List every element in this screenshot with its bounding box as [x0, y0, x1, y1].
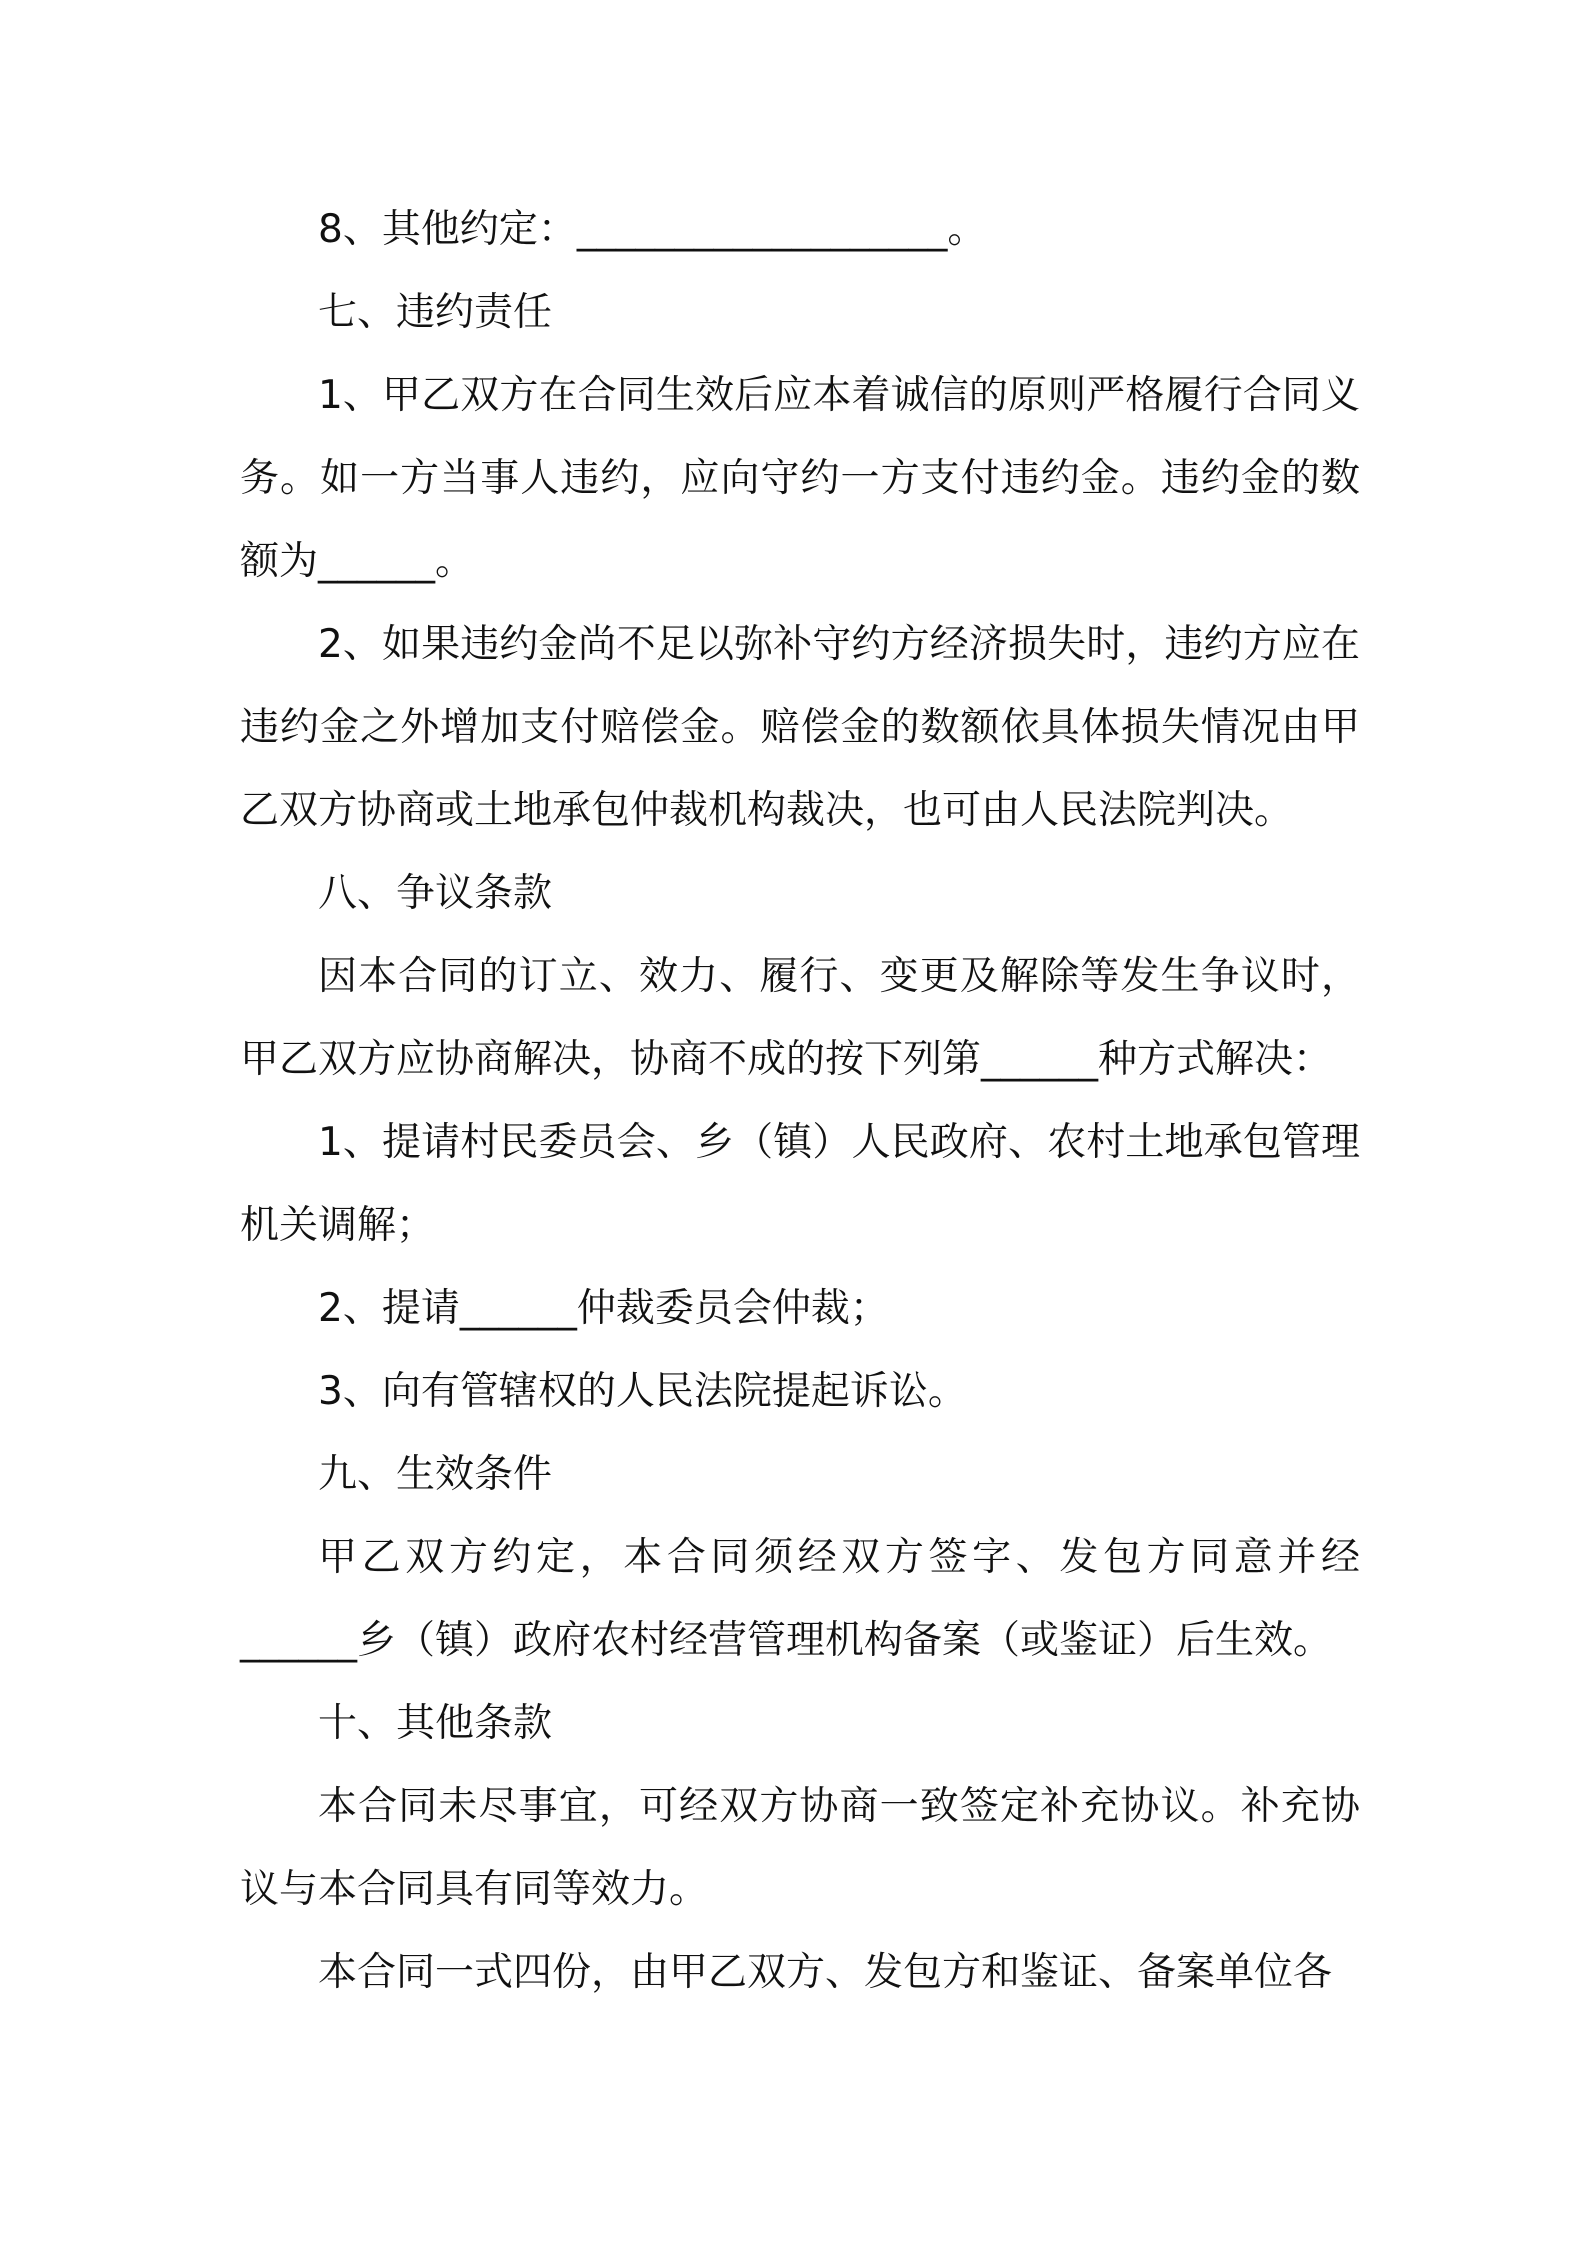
breach-clause-1: 1、甲乙双方在合同生效后应本着诚信的原则严格履行合同义务。如一方当事人违约，应向守约一方支付违约金。违约金的数额为______。 — [240, 373, 1360, 584]
section-heading-other-terms: 十、其他条款 — [318, 1701, 553, 1746]
section-heading-effective-conditions: 九、生效条件 — [318, 1452, 553, 1497]
section-heading-dispute: 八、争议条款 — [318, 871, 553, 916]
dispute-intro: 因本合同的订立、效力、履行、变更及解除等发生争议时，甲乙双方应协商解决，协商不成的按下列第______种方式解决： — [240, 954, 1360, 1082]
document-body — [240, 188, 1360, 2014]
dispute-option-3: 3、向有管辖权的人民法院提起诉讼。 — [318, 1369, 967, 1414]
other-terms-text-1: 本合同未尽事宜，可经双方协商一致签定补充协议。补充协议与本合同具有同等效力。 — [240, 1784, 1360, 1912]
effective-conditions-text: 甲乙双方约定，本合同须经双方签字、发包方同意并经______乡（镇）政府农村经营管理机构备案（或鉴证）后生效。 — [240, 1535, 1360, 1663]
breach-clause-2: 2、如果违约金尚不足以弥补守约方经济损失时，违约方应在违约金之外增加支付赔偿金。赔偿金的数额依具体损失情况由甲乙双方协商或土地承包仲裁机构裁决，也可由人民法院判决。 — [240, 622, 1360, 833]
clause-8-other-agreement: 8、其他约定：___________________。 — [318, 207, 987, 252]
dispute-option-2: 2、提请______仲裁委员会仲裁； — [318, 1286, 889, 1331]
dispute-option-1: 1、提请村民委员会、乡（镇）人民政府、农村土地承包管理机关调解； — [240, 1120, 1360, 1248]
section-heading-breach-liability: 七、违约责任 — [318, 290, 553, 335]
other-terms-text-2: 本合同一式四份，由甲乙双方、发包方和鉴证、备案单位各 — [318, 1950, 1333, 1995]
